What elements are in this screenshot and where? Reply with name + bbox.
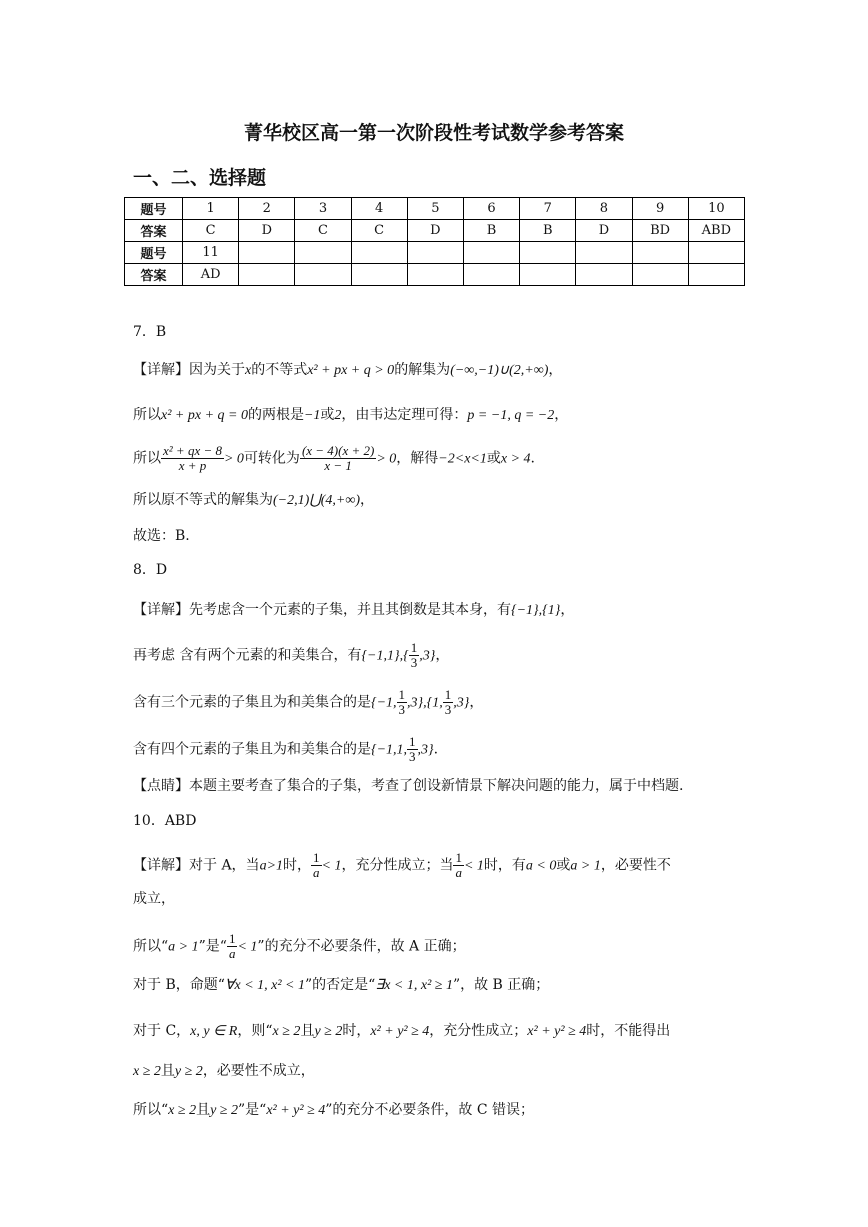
q10-line-5 — [133, 1021, 670, 1042]
q7-line-5: 故选：B. — [133, 528, 190, 544]
math: x² + y² ≥ 4 — [370, 1024, 430, 1039]
math: {−1,1, — [371, 742, 408, 758]
math: ∀x < 1, x² < 1 — [224, 978, 306, 993]
fraction — [227, 932, 238, 961]
numerator: 1 — [410, 640, 418, 655]
table-cell: C — [351, 220, 407, 242]
fraction — [453, 851, 464, 880]
table-row-header: 题号 — [125, 198, 183, 220]
table-cell: D — [239, 220, 295, 242]
table-answer-row — [125, 220, 745, 242]
text: 所以“ — [133, 938, 169, 955]
table-cell — [688, 242, 744, 264]
text: ，由韦达定理可得： — [341, 407, 468, 423]
text: 对于 B，命题“ — [133, 977, 225, 993]
math: x² + y² ≥ 4 — [266, 1103, 326, 1118]
q10-heading: 10．ABD — [133, 813, 197, 829]
table-cell: 1 — [183, 198, 239, 220]
text: 或 — [556, 857, 571, 874]
denominator: a — [228, 946, 236, 961]
text: ”是“ — [198, 938, 227, 955]
math: ,3},{1, — [407, 695, 443, 711]
fraction — [311, 851, 322, 880]
text: ， — [560, 602, 575, 618]
text: 且 — [196, 1102, 211, 1118]
math: (−∞,−1)∪(2,+∞) — [450, 363, 549, 378]
math: y ≥ 2 — [210, 1103, 238, 1118]
q10-line-4 — [133, 975, 549, 996]
math: a > 1 — [168, 939, 199, 955]
text: . — [530, 450, 535, 467]
text: ”是“ — [237, 1102, 267, 1118]
text: ”的否定是“ — [305, 977, 376, 993]
math: ,3} — [419, 648, 436, 664]
q10-line-3 — [133, 932, 466, 961]
text: 时，有 — [483, 857, 526, 874]
table-cell — [407, 264, 463, 286]
math: x > 4 — [500, 451, 531, 467]
text: 本题主要考查了集合的子集，考查了创设新情景下解决问题的能力，属于中档题. — [189, 778, 684, 794]
text: 时， — [283, 857, 312, 874]
numerator: 1 — [455, 850, 462, 865]
q10-line-2: 成立， — [133, 891, 175, 907]
table-cell — [576, 264, 632, 286]
text: 对于 C， — [133, 1023, 191, 1039]
text: 可转化为 — [243, 450, 300, 467]
text: 所以 — [133, 450, 161, 467]
math: x, y ∈ R — [190, 1024, 238, 1039]
math: p = −1, q = −2 — [467, 408, 555, 423]
denominator: a — [455, 865, 462, 880]
math: −2<x<1 — [438, 451, 487, 467]
table-cell — [576, 242, 632, 264]
math: 2 — [334, 408, 342, 423]
table-cell — [463, 242, 519, 264]
text: 的两根是 — [247, 407, 304, 423]
table-cell: 7 — [520, 198, 576, 220]
table-cell — [463, 264, 519, 286]
text: 再考虑 含有两个元素的和美集合，有 — [133, 647, 362, 664]
table-cell: B — [463, 220, 519, 242]
section-heading: 一、二、选择题 — [133, 167, 267, 189]
text: 的解集为 — [394, 362, 451, 378]
table-cell — [632, 242, 688, 264]
table-cell: 3 — [295, 198, 351, 220]
denominator: 3 — [398, 702, 406, 717]
math: x ≥ 2 — [272, 1024, 301, 1039]
math: x² + px + q > 0 — [307, 363, 395, 378]
math: x² + px + q = 0 — [161, 408, 248, 423]
numerator: 1 — [228, 931, 236, 946]
math: y ≥ 2 — [314, 1024, 343, 1039]
math: < 1 — [237, 939, 258, 955]
text: 含有三个元素的子集且为和美集合的是 — [133, 694, 371, 711]
detail-label: 【详解】 — [133, 362, 189, 378]
table-cell — [520, 242, 576, 264]
table-answer-row — [125, 264, 745, 286]
q7-line-3 — [133, 444, 535, 473]
text: 对于 A，当 — [189, 857, 260, 874]
text: 因为关于 — [189, 362, 245, 378]
table-cell: 11 — [183, 242, 239, 264]
text: 所以“ — [133, 1102, 169, 1118]
numerator: x² + qx − 8 — [163, 443, 222, 458]
table-cell — [295, 264, 351, 286]
table-cell — [239, 264, 295, 286]
table-number-row — [125, 242, 745, 264]
q7-line-4 — [133, 490, 374, 511]
text: ”的充分不必要条件，故 A 正确； — [257, 938, 466, 955]
math: < 1 — [463, 858, 484, 874]
text: 且 — [300, 1023, 315, 1039]
remark-label: 【点睛】 — [133, 778, 189, 794]
text: ，充分性成立；当 — [341, 857, 454, 874]
q10-line-1 — [133, 851, 671, 880]
table-cell: AD — [183, 264, 239, 286]
math: ∃x < 1, x² ≥ 1 — [375, 978, 453, 993]
table-cell: D — [576, 220, 632, 242]
text: 含有四个元素的子集且为和美集合的是 — [133, 741, 371, 758]
numerator: 1 — [398, 687, 406, 702]
q8-line-3 — [133, 688, 483, 717]
math: < 1 — [321, 858, 342, 874]
table-cell: D — [407, 220, 463, 242]
text: 或 — [486, 450, 501, 467]
fraction — [443, 688, 454, 717]
q7-line-2 — [133, 405, 568, 426]
table-cell — [295, 242, 351, 264]
text: ，解得 — [396, 450, 439, 467]
math: x ≥ 2 — [168, 1103, 197, 1118]
table-cell: 9 — [632, 198, 688, 220]
denominator: 3 — [410, 655, 418, 670]
q7-line-1 — [133, 360, 562, 381]
fraction — [407, 735, 418, 764]
table-cell — [351, 264, 407, 286]
q8-line-4 — [133, 735, 438, 764]
math: ,3} — [453, 695, 470, 711]
text: ， — [554, 407, 569, 423]
table-cell — [351, 242, 407, 264]
table-number-row — [125, 198, 745, 220]
math: −1 — [303, 408, 321, 423]
page-title: 菁华校区高一第一次阶段性考试数学参考答案 — [243, 122, 624, 144]
math: ,3} — [417, 742, 434, 758]
numerator: 1 — [444, 687, 452, 702]
text: ，充分性成立； — [429, 1023, 528, 1039]
detail-label: 【详解】 — [133, 602, 189, 618]
table-row-header: 答案 — [125, 264, 183, 286]
text: ，则“ — [237, 1023, 273, 1039]
text: 的不等式 — [251, 362, 308, 378]
math: x — [245, 363, 252, 378]
denominator: 3 — [444, 702, 452, 717]
text: ”，故 B 正确； — [452, 977, 550, 993]
math: > 0 — [376, 451, 397, 467]
text: ，必要性不 — [600, 857, 671, 874]
text: 所以 — [133, 407, 161, 423]
table-cell: C — [295, 220, 351, 242]
table-cell: 8 — [576, 198, 632, 220]
q10-line-6 — [133, 1061, 315, 1082]
table-row-header: 答案 — [125, 220, 183, 242]
table-cell: 4 — [351, 198, 407, 220]
math: > 0 — [223, 451, 244, 467]
q8-line-1 — [133, 600, 574, 621]
table-cell: 5 — [407, 198, 463, 220]
denominator: 3 — [409, 749, 416, 764]
math: (−2,1)⋃(4,+∞) — [273, 493, 361, 508]
numerator: (x − 4)(x + 2) — [301, 443, 375, 458]
text: 所以原不等式的解集为 — [133, 492, 273, 508]
table-cell: C — [183, 220, 239, 242]
q8-heading: 8．D — [133, 562, 168, 578]
numerator: 1 — [313, 850, 320, 865]
fraction — [300, 444, 376, 473]
table-cell — [688, 264, 744, 286]
table-cell: BD — [632, 220, 688, 242]
table-cell — [239, 242, 295, 264]
math: x² + y² ≥ 4 — [527, 1024, 587, 1039]
table-cell: 6 — [463, 198, 519, 220]
text: ， — [360, 492, 375, 508]
fraction — [161, 444, 224, 473]
table-cell — [520, 264, 576, 286]
text: 时，不能得出 — [586, 1023, 671, 1039]
math: {−1,1},{ — [361, 648, 409, 664]
q8-line-2 — [133, 641, 449, 670]
table-cell: 10 — [688, 198, 744, 220]
table-cell: 2 — [239, 198, 295, 220]
math: a > 1 — [570, 858, 601, 874]
text: 先考虑含一个元素的子集，并且其倒数是其本身，有 — [189, 602, 511, 618]
table-cell — [407, 242, 463, 264]
math: {−1},{1} — [511, 603, 561, 618]
math: {−1, — [371, 695, 397, 711]
text: ， — [469, 694, 484, 711]
text: ”的充分不必要条件，故 C 错误； — [325, 1102, 535, 1118]
table-cell: B — [520, 220, 576, 242]
denominator: x + p — [178, 458, 207, 473]
fraction — [409, 641, 420, 670]
table-cell — [632, 264, 688, 286]
math: a < 0 — [525, 858, 557, 874]
math: y ≥ 2 — [174, 1064, 203, 1079]
text: 且 — [160, 1063, 175, 1079]
q10-line-7 — [133, 1100, 534, 1121]
numerator: 1 — [409, 734, 416, 749]
table-row-header: 题号 — [125, 242, 183, 264]
math: x ≥ 2 — [133, 1064, 161, 1079]
text: ， — [435, 647, 450, 664]
fraction — [397, 688, 408, 717]
detail-label: 【详解】 — [133, 857, 189, 874]
text: ， — [548, 362, 563, 378]
text: ，必要性不成立， — [202, 1063, 315, 1079]
text: 或 — [320, 407, 335, 423]
denominator: a — [313, 865, 320, 880]
q8-line-5 — [133, 776, 683, 796]
q7-heading: 7．B — [133, 324, 167, 340]
table-cell: ABD — [688, 220, 744, 242]
text: 时， — [342, 1023, 371, 1039]
math: a>1 — [259, 858, 284, 874]
denominator: x − 1 — [324, 458, 352, 473]
text: . — [433, 741, 439, 758]
answer-table — [124, 197, 745, 286]
